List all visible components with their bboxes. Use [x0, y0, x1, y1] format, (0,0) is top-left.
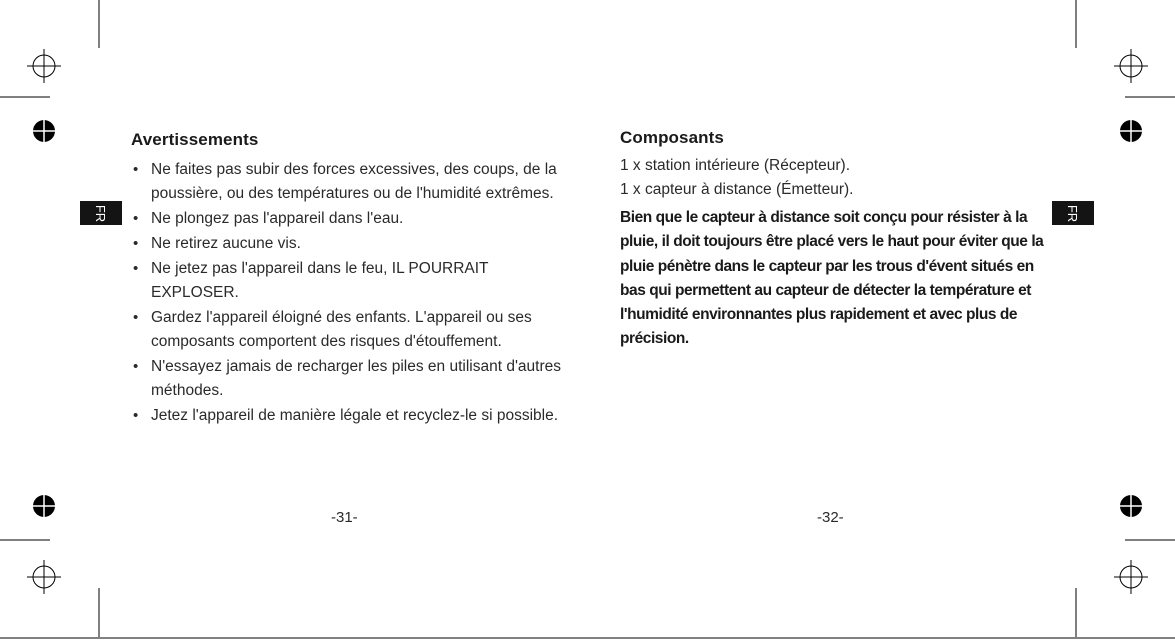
page-number: -32- — [817, 509, 844, 526]
language-tab-label: FR — [1065, 204, 1081, 222]
page-32 — [588, 0, 1175, 640]
components-heading: Composants — [620, 128, 724, 147]
list-item: • N'essayez jamais de recharger les piles en utilisant d'autres méthodes. — [131, 355, 561, 403]
list-item: • Jetez l'appareil de manière légale et recyclez-le si possible. — [131, 404, 561, 428]
list-item: • Gardez l'appareil éloigné des enfants. L'appareil ou ses composants comportent des risques d'étouffement. — [131, 306, 561, 354]
component-line: 1 x station intérieure (Récepteur). — [620, 157, 851, 174]
sensor-placement-note: Bien que le capteur à distance soit conçu pour résister à la pluie, il doit toujours être placé vers le haut pour éviter que la pluie pénètre dans le capteur par les trous d'évent situés en bas qui permettent au capteur de détecter la température et l'humidité environnantes plus rapidement et avec plus de précision. — [620, 209, 1044, 348]
language-tab-label: FR — [93, 204, 109, 222]
list-item: • Ne jetez pas l'appareil dans le feu, IL POURRAIT EXPLOSER. — [131, 257, 561, 305]
list-item: • Ne retirez aucune vis. — [131, 232, 561, 256]
list-item: • Ne plongez pas l'appareil dans l'eau. — [131, 207, 561, 231]
warnings-list — [131, 158, 561, 429]
list-item: • Ne faites pas subir des forces excessives, des coups, de la poussière, ou des températures ou de l'humidité extrêmes. — [131, 158, 561, 206]
component-line: 1 x capteur à distance (Émetteur). — [620, 181, 854, 198]
warnings-heading: Avertissements — [131, 130, 259, 149]
components-list — [620, 154, 853, 202]
page-number: -31- — [331, 509, 358, 526]
